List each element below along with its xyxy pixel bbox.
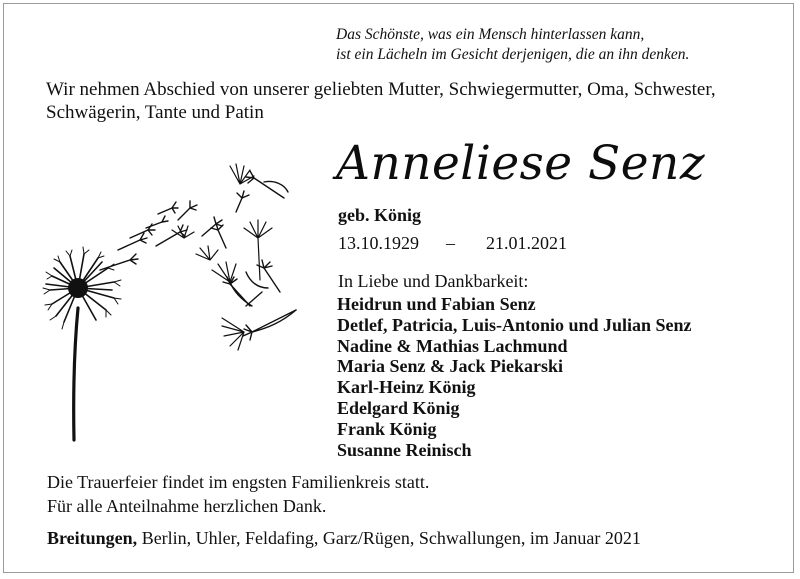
quote-line-1: Das Schönste, was ein Mensch hinterlassen kann,	[336, 26, 645, 43]
mourner-name: Nadine & Mathias Lachmund	[337, 335, 568, 356]
mourner-name: Karl-Heinz König	[337, 377, 476, 398]
life-dates	[338, 233, 567, 254]
places-line	[47, 528, 641, 549]
places-rest: Berlin, Uhler, Feldafing, Garz/Rügen, Schwallungen, im Januar 2021	[137, 528, 641, 548]
places-town: Breitungen,	[47, 528, 138, 548]
mourner-name: Detlef, Patricia, Luis-Antonio und Julian Senz	[337, 314, 692, 335]
quote-line-2: ist ein Lächeln im Gesicht derjenigen, die an ihn denken.	[336, 46, 690, 63]
intro-text: Wir nehmen Abschied von unserer geliebten Mutter, Schwiegermutter, Oma, Schwester, Schwägerin, Tante und Patin	[46, 79, 716, 123]
memorial-quote	[336, 25, 756, 65]
mourners-list	[337, 294, 692, 460]
birth-date: 13.10.1929	[338, 233, 419, 253]
mourner-name: Heidrun und Fabian Senz	[337, 294, 536, 314]
mourner-name: Frank König	[337, 418, 437, 439]
funeral-line-1: Die Trauerfeier findet im engsten Familienkreis statt.	[47, 472, 430, 492]
date-separator: –	[446, 233, 455, 253]
funeral-note	[47, 470, 429, 518]
mourner-name: Edelgard König	[337, 397, 460, 418]
mourner-name: Susanne Reinisch	[337, 439, 472, 460]
funeral-line-2: Für alle Anteilnahme herzlichen Dank.	[47, 496, 327, 516]
mourner-name: Maria Senz & Jack Piekarski	[337, 356, 563, 377]
born-name: geb. König	[338, 205, 422, 225]
mourners-heading: In Liebe und Dankbarkeit:	[338, 271, 529, 291]
deceased-name: Anneliese Senz	[336, 136, 706, 191]
dandelion-icon	[40, 150, 310, 450]
death-date: 21.01.2021	[486, 233, 567, 253]
